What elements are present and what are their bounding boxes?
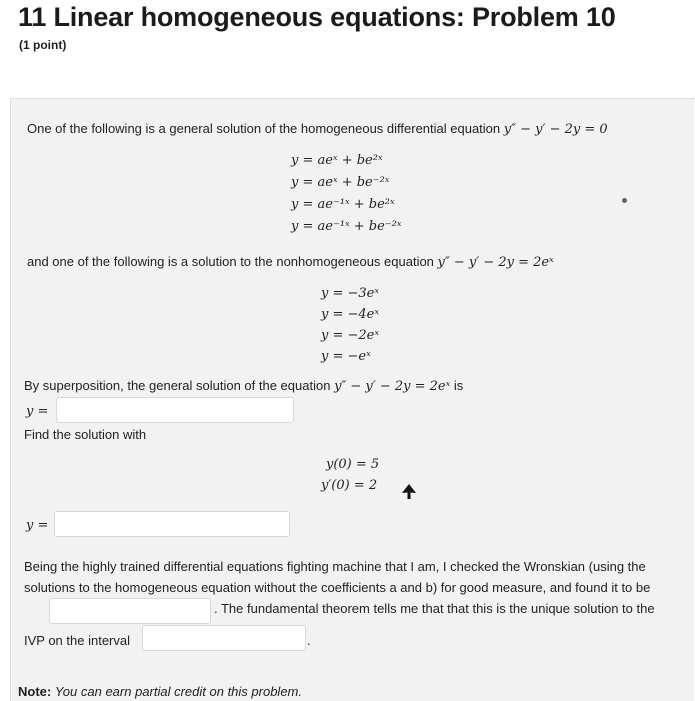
initial-condition-2: y′(0) = 2 — [321, 478, 378, 493]
points-label: (1 point) — [19, 38, 67, 52]
interval-period: . — [307, 633, 311, 648]
mouse-cursor-icon — [402, 484, 416, 500]
particular-option-4: y = −eˣ — [321, 349, 371, 364]
wronskian-input[interactable] — [49, 598, 211, 624]
initial-condition-1: y(0) = 5 — [326, 457, 380, 472]
particular-option-2: y = −4eˣ — [321, 307, 379, 322]
homogeneous-option-3: y = ae⁻¹ˣ + be²ˣ — [291, 197, 395, 212]
superposition-suffix: is — [453, 378, 464, 393]
intro-label: One of the following is a general solution of the homogeneous differential equation — [27, 121, 501, 136]
interval-input[interactable] — [142, 625, 306, 651]
note-text: You can earn partial credit on this problem. — [54, 684, 302, 699]
nonhom-equation: y″ − y′ − 2y = 2eˣ — [437, 255, 554, 270]
intro-equation: y″ − y′ − 2y = 0 — [503, 122, 608, 137]
homogeneous-option-1: y = aeˣ + be²ˣ — [291, 153, 383, 168]
general-solution-input[interactable] — [56, 397, 294, 423]
cursor-dot-icon — [622, 198, 627, 203]
superposition-equation: y″ − y′ − 2y = 2eˣ — [334, 379, 451, 394]
particular-option-3: y = −2eˣ — [321, 328, 379, 343]
nonhom-label: and one of the following is a solution to the nonhomogeneous equation — [27, 254, 434, 269]
general-solution-label: y = — [26, 404, 49, 419]
homogeneous-option-4: y = ae⁻¹ˣ + be⁻²ˣ — [291, 219, 402, 234]
note-label: Note: — [18, 684, 52, 699]
intro-text — [27, 121, 608, 137]
superposition-label: By superposition, the general solution of the equation — [24, 378, 331, 393]
ivp-solution-input[interactable] — [54, 511, 290, 537]
ivp-interval-label: IVP on the interval — [24, 633, 130, 648]
ivp-solution-label: y = — [26, 518, 49, 533]
particular-option-1: y = −3eˣ — [321, 286, 379, 301]
wronskian-text: Being the highly trained differential equations fighting machine that I am, I checked the Wronskian (using the solutions to the homogeneous equation without the coefficients a and b) for good measure, and found it to be — [24, 559, 651, 595]
fundamental-theorem-text: . The fundamental theorem tells me that that this is the unique solution to the — [214, 601, 655, 616]
footer-note — [18, 684, 302, 699]
find-text: Find the solution with — [24, 427, 147, 442]
superposition-text — [24, 378, 463, 394]
problem-title: 11 Linear homogeneous equations: Problem 10 — [18, 2, 616, 32]
homogeneous-option-2: y = aeˣ + be⁻²ˣ — [291, 175, 390, 190]
nonhom-text — [27, 254, 554, 270]
